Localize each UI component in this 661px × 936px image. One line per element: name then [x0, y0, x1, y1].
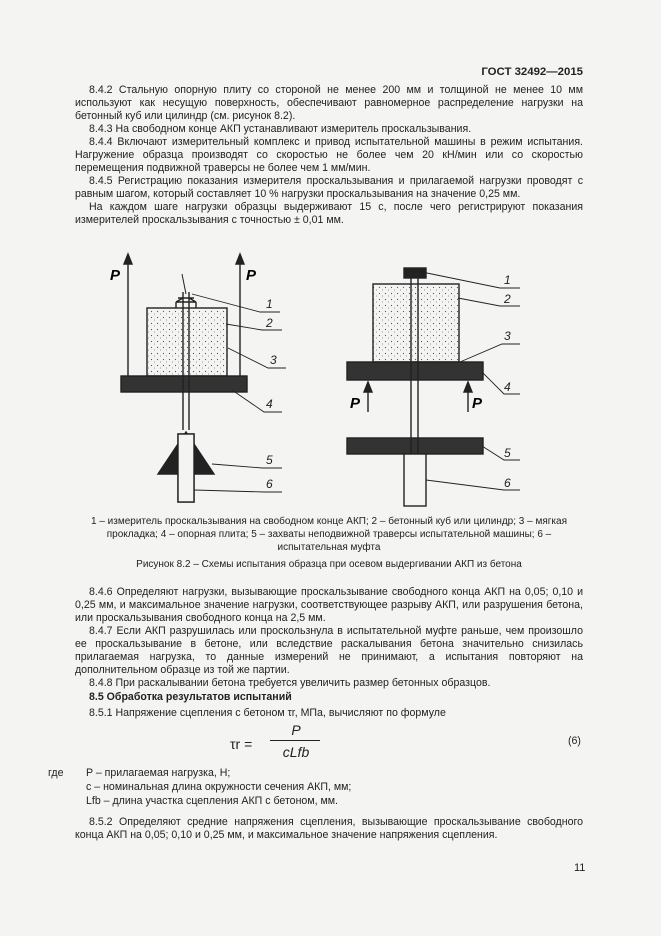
equation-number: (6) — [568, 735, 581, 747]
label-4-right: 4 — [504, 380, 511, 394]
label-3-right: 3 — [504, 329, 511, 343]
paragraph-8-5-1: 8.5.1 Напряжение сцепления с бетоном τr, МПа, вычисляют по формуле — [89, 707, 446, 719]
concrete-cube-right — [373, 284, 459, 362]
paragraph-8-4-3: 8.4.3 На свободном конце АКП устанавливают измеритель проскальзывания. — [89, 123, 472, 135]
formula-lhs: τr = — [230, 736, 253, 752]
paragraph-8-4-4: 8.4.4 Включают измерительный комплекс и привод испытательной машины в режим испытания. Нагружение образца производят со скоростью не более чем 20 кН/мин или со скоростью перемещения подвижной траверсы не более чем 1 мм/мин. — [75, 136, 583, 174]
paragraph-8-4-7: 8.4.7 Если АКП разрушилась или проскользнула в испытательной муфте раньше, чем произошло ее проскальзывание в бетоне, или вследствие раскалывания бетона значительно снизилась прилагаемая нагрузка, то данные измерений не принимают, а испытания повторяют на дополнительном образце из той же партии. — [75, 625, 583, 676]
label-5-left: 5 — [266, 453, 273, 467]
formula-denominator: cLfb — [282, 744, 310, 760]
load-label-3: P — [350, 395, 361, 412]
test-sleeve-right — [404, 454, 426, 506]
label-2-left: 2 — [266, 316, 273, 330]
where-item-lfb: Lfb – длина участка сцепления АКП с бетоном, мм. — [86, 795, 338, 807]
label-2-right: 2 — [504, 292, 511, 306]
where-item-p: P – прилагаемая нагрузка, Н; — [86, 767, 231, 779]
label-1-right: 1 — [504, 273, 511, 287]
paragraph-8-4-6: 8.4.6 Определяют нагрузки, вызывающие проскальзывание свободного конца АКП на 0,05; 0,10 и 0,25 мм, и максимальное значение нагрузки, соответствующее разрыву АКП, или разрушения бетона, или проскальзывания свободного конца на 2,5 мм. — [75, 586, 583, 624]
label-6-left: 6 — [266, 477, 273, 491]
paragraphs-top — [75, 84, 583, 227]
paragraph-8-4-5: 8.4.5 Регистрацию показания измерителя проскальзывания и прилагаемой нагрузки проводят с равным шагом, который составляет 10 % нагрузки проскальзывания на значение 0,25 мм. — [75, 175, 583, 200]
base-plate-left — [121, 376, 247, 392]
base-plate-right — [347, 362, 483, 380]
load-label-4: P — [472, 395, 483, 412]
label-3-left: 3 — [270, 353, 277, 367]
paragraph-8-4-2: 8.4.2 Стальную опорную плиту со стороной не менее 200 мм и толщиной не менее 10 мм используют как несущую поверхность, обеспечивают равномерное распределение нагрузки на бетонный куб или цилиндр (см. рисунок 8.2). — [75, 84, 583, 122]
load-label-1: P — [110, 267, 121, 284]
formula-numerator: P — [291, 722, 301, 738]
concrete-cube-left — [147, 308, 227, 376]
section-8-5 — [75, 691, 583, 720]
grip-plate-right — [347, 438, 483, 454]
figure-caption: Рисунок 8.2 – Схемы испытания образца при осевом выдергивании АКП из бетона — [136, 559, 522, 570]
page-number: 11 — [574, 862, 586, 874]
fraction-bar — [270, 740, 320, 741]
label-5-right: 5 — [504, 446, 511, 460]
where-word: где — [48, 767, 64, 779]
paragraphs-mid — [75, 586, 583, 690]
scheme-right — [347, 268, 483, 506]
label-1-left: 1 — [266, 297, 273, 311]
paragraph-step: На каждом шаге нагрузки образцы выдерживают 15 с, после чего регистрируют показания измерителей проскальзывания с точностью ± 0,01 мм. — [75, 201, 583, 226]
paragraph-8-4-8: 8.4.8 При раскалывании бетона требуется увеличить размер бетонных образцов. — [89, 677, 491, 689]
standard-header: ГОСТ 32492—2015 — [481, 66, 583, 78]
label-4-left: 4 — [266, 397, 273, 411]
figure-legend: 1 – измеритель проскальзывания на свободном конце АКП; 2 – бетонный куб или цилиндр; 3 – мягкая прокладка; 4 – опорная плита; 5 – захваты неподвижной траверсы испытательной машины; 6 – испытательная муфта — [90, 516, 567, 553]
scheme-left — [121, 254, 247, 502]
label-6-right: 6 — [504, 476, 511, 490]
test-scheme-figure — [0, 250, 661, 512]
load-label-2: P — [246, 267, 257, 284]
where-item-c: c – номинальная длина окружности сечения АКП, мм; — [86, 781, 352, 793]
paragraph-8-5-2: 8.5.2 Определяют средние напряжения сцепления, вызывающие проскальзывание свободного конца АКП на 0,05; 0,10 и 0,25 мм, и максимальное значение напряжения сцепления. — [75, 816, 583, 841]
section-heading: 8.5 Обработка результатов испытаний — [89, 691, 292, 703]
